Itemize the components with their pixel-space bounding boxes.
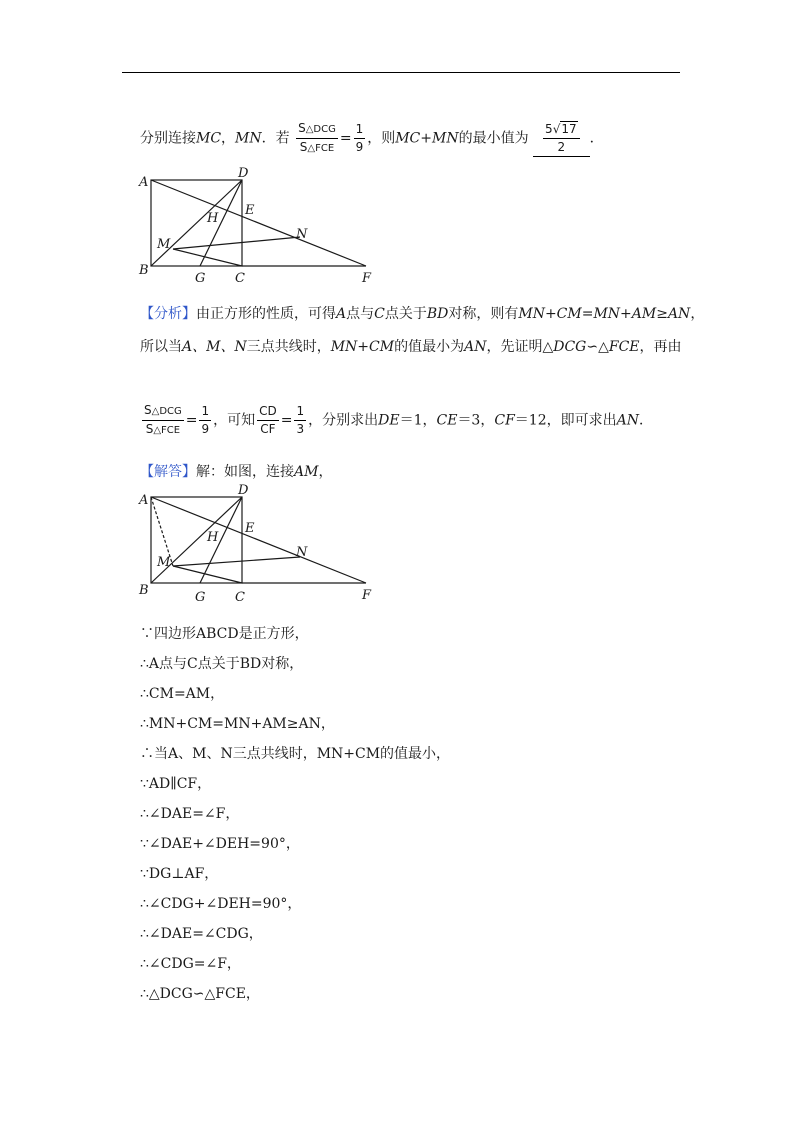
label-n-2: N <box>296 545 308 560</box>
segment-de: DE <box>378 412 400 429</box>
label-a-2: A <box>139 493 149 508</box>
period: ． <box>639 412 653 429</box>
step-2: ∴A点与C点关于BD对称， <box>140 656 304 672</box>
s-symbol: S <box>145 422 154 436</box>
segment-am: AM <box>294 464 319 480</box>
step-13: ∴△DCG∽△FCE， <box>140 986 260 1002</box>
expression-mn-cm: MN+CM <box>330 339 395 355</box>
analysis-text: ，再由 <box>639 339 682 355</box>
triangle-fce: FCE <box>608 339 640 355</box>
analysis-line-3 <box>140 402 653 439</box>
segment-an: AN <box>464 339 487 355</box>
square-abcd-2 <box>151 497 242 583</box>
one-ninth-fraction-2 <box>199 403 211 438</box>
numerator: 1 <box>354 121 366 139</box>
label-m-2: M <box>157 555 171 570</box>
segment-mn: MN <box>235 130 262 147</box>
label-b: B <box>139 263 149 278</box>
diagonal-bd <box>151 180 242 266</box>
line-af <box>151 180 366 266</box>
point-a: A <box>336 306 347 322</box>
line-dg-2 <box>200 497 242 583</box>
cd-cf-fraction <box>257 403 279 438</box>
segment-an: AN <box>616 412 639 429</box>
line-bd: BD <box>426 306 449 322</box>
analysis-tag: 【分析】 <box>140 306 196 322</box>
value-ce: ＝3， <box>457 412 495 429</box>
analysis-text: 所以当 <box>140 339 182 355</box>
value-de: ＝1， <box>399 412 437 429</box>
label-d: D <box>238 166 249 181</box>
area-ratio-fraction-2 <box>142 402 184 439</box>
label-f: F <box>362 271 372 286</box>
step-4: ∴MN+CM=MN+AM≥AN， <box>140 716 335 732</box>
segment-cf: CF <box>494 412 515 429</box>
period: ． <box>589 130 604 147</box>
comma: ， <box>690 306 705 322</box>
denominator: 3 <box>296 422 305 436</box>
triangle-fce: △FCE <box>153 425 181 436</box>
label-d-2: D <box>238 483 249 498</box>
question-text-3: ，则 <box>367 130 396 147</box>
step-7: ∴∠DAE=∠F， <box>140 806 240 822</box>
analysis-text: 由正方形的性质，可得 <box>196 306 336 322</box>
line-af-2 <box>151 497 366 583</box>
coefficient: 5 <box>545 122 553 136</box>
question-text-4: 的最小值为 <box>458 130 529 147</box>
s-symbol: S <box>298 121 306 135</box>
label-n: N <box>296 227 308 242</box>
step-6: ∵AD∥CF， <box>140 776 212 792</box>
label-h-2: H <box>207 530 219 545</box>
line-mn-2 <box>173 557 300 566</box>
triangle-dcg: △DCG <box>151 406 182 417</box>
equals-sign: = <box>185 412 198 429</box>
label-c-2: C <box>235 590 245 605</box>
question-text: 分别连接 <box>140 130 196 147</box>
segment-ce: CE <box>436 412 458 429</box>
step-10: ∴∠CDG+∠DEH=90°， <box>140 896 302 912</box>
denominator: 2 <box>557 140 566 154</box>
analysis-text: 点关于 <box>384 306 427 322</box>
numerator: 1 <box>294 403 306 421</box>
question-line <box>140 120 604 157</box>
figure-2 <box>151 497 366 583</box>
numerator: 1 <box>199 403 211 421</box>
step-11: ∴∠DAE=∠CDG， <box>140 926 263 942</box>
similar-symbol: ∽△ <box>586 339 609 355</box>
analysis-text: 对称，则有 <box>448 306 519 322</box>
step-1: ∵四边形ABCD是正方形， <box>140 626 309 642</box>
square-abcd <box>151 180 242 266</box>
equals-sign: = <box>280 412 293 429</box>
points-amn: A、M、N <box>182 339 247 355</box>
radicand: 17 <box>561 122 577 136</box>
label-g: G <box>195 271 206 286</box>
analysis-text: 三点共线时， <box>246 339 331 355</box>
s-symbol: S <box>299 140 308 154</box>
denominator: 9 <box>201 422 210 436</box>
triangle-dcg: △DCG <box>305 124 336 135</box>
answer-blank <box>533 121 590 157</box>
analysis-text: 的值最小为 <box>394 339 465 355</box>
step-9: ∵DG⊥AF， <box>140 866 219 882</box>
label-h: H <box>207 211 219 226</box>
header-rule <box>122 72 680 73</box>
analysis-line-2 <box>140 337 682 357</box>
one-ninth-fraction <box>354 121 366 156</box>
denominator: CF <box>260 422 276 436</box>
analysis-text: ，可知 <box>213 412 256 429</box>
analysis-text: 点与 <box>346 306 375 322</box>
line-mc <box>173 249 242 266</box>
comma: ， <box>318 464 333 480</box>
line-mc-2 <box>173 566 242 583</box>
s-symbol: S <box>144 403 152 417</box>
label-e: E <box>245 203 255 218</box>
triangle-dcg: DCG <box>553 339 587 355</box>
label-b-2: B <box>139 583 149 598</box>
step-3: ∴CM=AM， <box>140 686 225 702</box>
label-g-2: G <box>195 590 206 605</box>
line-dg <box>200 180 242 266</box>
denominator: 9 <box>355 140 364 154</box>
equals-sign: = <box>339 130 352 147</box>
point-c: C <box>374 306 385 322</box>
analysis-line-1 <box>140 304 704 324</box>
solution-text: 解：如图，连接 <box>196 464 294 480</box>
answer-fraction <box>543 121 580 156</box>
solution-tag: 【解答】 <box>140 464 196 480</box>
value-cf: ＝12，即可求出 <box>514 412 617 429</box>
line-am-dashed <box>151 497 173 566</box>
inequality-expression: MN+CM=MN+AM≥AN <box>518 306 691 322</box>
one-third-fraction <box>294 403 306 438</box>
label-f-2: F <box>362 588 372 603</box>
solution-intro <box>140 462 332 482</box>
diagonal-bd-2 <box>151 497 242 583</box>
label-c: C <box>235 271 245 286</box>
analysis-text: ，先证明△ <box>486 339 554 355</box>
line-mn <box>173 237 300 249</box>
expression-mc-mn: MC+MN <box>395 130 459 147</box>
step-8: ∵∠DAE+∠DEH=90°， <box>140 836 300 852</box>
label-m: M <box>157 237 171 252</box>
triangle-fce: △FCE <box>307 143 335 154</box>
comma: ， <box>221 130 236 147</box>
step-12: ∴∠CDG=∠F， <box>140 956 241 972</box>
analysis-text: ，分别求出 <box>308 412 379 429</box>
label-a: A <box>139 175 149 190</box>
area-ratio-fraction <box>296 120 338 157</box>
label-e-2: E <box>245 521 255 536</box>
numerator: CD <box>257 403 279 421</box>
question-text-2: ．若 <box>261 130 290 147</box>
sqrt-symbol: √ <box>552 122 561 136</box>
step-5: ∴当A、M、N三点共线时，MN+CM的值最小， <box>140 746 451 762</box>
segment-mc: MC <box>196 130 222 147</box>
